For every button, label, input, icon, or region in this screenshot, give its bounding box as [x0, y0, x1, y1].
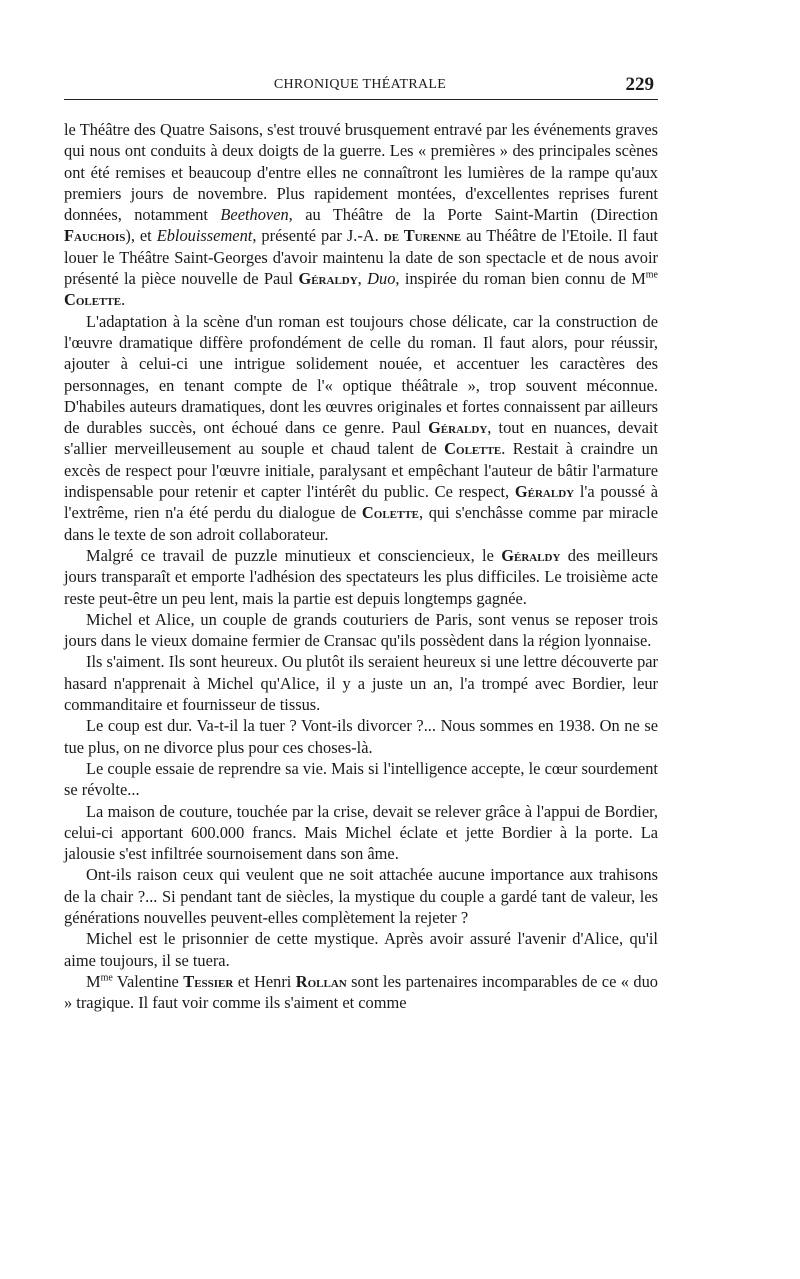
text-run: l'a poussé à l'extrême, rien n'a été perdu du dialogue de [64, 482, 659, 523]
text-run: Le coup est dur. Va-t-il la tuer ? Vont-ils divorcer ?... Nous sommes en 1938. On ne se tue plus, on ne divorce plus pour ces choses-là. [64, 716, 658, 757]
text-run: , [357, 269, 368, 289]
text-run: Ont-ils raison ceux qui veulent que ne soit attachée aucune importance aux trahisons de la chair ?... Si pendant tant de siècles, la mystique du couple a gardé tant de valeur, les générations nouvelles peuvent-elles complètement la rejeter ? [64, 865, 658, 927]
small-caps-name: Rollan [295, 971, 347, 991]
text-run: La maison de couture, touchée par la crise, devait se relever grâce à l'appui de Bordier, celui-ci apportant 600.000 francs. Mais Michel éclate et jette Bordier à la porte. La jalousie s'est infiltrée sournoisement dans son âme. [64, 801, 658, 864]
small-caps-name: Fauchois [64, 226, 126, 246]
small-caps-name: Colette [361, 503, 419, 523]
text-run: Michel et Alice, un couple de grands couturiers de Paris, sont venus se reposer trois jours dans le vieux domaine fermier de Cransac qu'ils possèdent dans la région lyonnaise. [64, 609, 658, 651]
italic-title: Duo [367, 269, 396, 289]
small-caps-name: Colette [444, 439, 502, 459]
text-run: Valentine [112, 971, 184, 991]
text-run: , présenté par J.-A. [252, 226, 384, 246]
small-caps-name: Géraldy [428, 418, 488, 438]
text-run: Michel est le prisonnier de cette mystique. Après avoir assuré l'avenir d'Alice, qu'il aime toujours, il se tuera. [64, 929, 658, 970]
small-caps-name: de Turenne [383, 226, 462, 246]
superscript: me [645, 269, 658, 281]
text-run: , qui s'enchâsse comme par miracle dans le texte de son adroit collaborateur. [64, 503, 658, 544]
text-run: , au Théâtre de la Porte Saint-Martin (Direction [288, 205, 658, 225]
text-run: Malgré ce travail de puzzle minutieux et consciencieux, le [86, 545, 502, 565]
text-run: des meilleurs jours transparaît et emporte l'adhésion des spectateurs les plus difficiles. Le troisième acte reste peut-être un peu lent, mais la partie est depuis longtemps gagnée. [64, 545, 658, 608]
header-rule [64, 99, 658, 100]
running-title: CHRONIQUE THÉATRALE [273, 77, 447, 92]
paragraph [64, 758, 658, 801]
paragraph [64, 715, 658, 758]
italic-title: Beethoven [220, 205, 289, 225]
running-header [64, 74, 656, 98]
paragraph [64, 119, 658, 311]
text-run: ), et [125, 226, 157, 246]
italic-title: Eblouissement [156, 226, 253, 246]
text-run: sont les partenaires incomparables de ce « duo » tragique. Il faut voir comme ils s'aiment et comme [64, 971, 658, 1013]
text-run: Ils s'aiment. Ils sont heureux. Ou plutôt ils seraient heureux si une lettre découverte par hasard n'apprenait à Michel qu'Alice, il y a juste un an, l'a trompé avec Bordier, leur commanditaire et fournisseur de tissus. [64, 652, 658, 715]
article-body [64, 119, 658, 1013]
paragraph [64, 545, 658, 609]
paragraph [64, 864, 658, 928]
paragraph [64, 609, 658, 652]
text-run: Le couple essaie de reprendre sa vie. Mais si l'intelligence accepte, le cœur sourdement se révolte... [64, 758, 658, 800]
superscript: me [100, 972, 113, 984]
small-caps-name: Colette [64, 290, 122, 310]
paragraph [64, 651, 658, 715]
small-caps-name: Tessier [183, 971, 234, 991]
paragraph [64, 928, 658, 971]
text-run: L'adaptation à la scène d'un roman est toujours chose délicate, car la construction de l'œuvre dramatique diffère profondément de celle du roman. Il faut alors, pour réussir, ajouter à celui-ci une intrigue solidement nouée, et accentuer les caractères des personnages, en tenant compte de l'« optique théâtrale », trop souvent méconnue. D'habiles auteurs dramatiques, dont les œuvres originales et fortes connaissent par ailleurs de durables succès, ont échoué dans ce genre. Paul [64, 311, 658, 438]
text-run: , tout en nuances, devait s'allier merveilleusement au souple et chaud talent de [64, 418, 658, 459]
text-run: le Théâtre des Quatre Saisons, s'est trouvé brusquement entravé par les événements graves qui nous ont conduits à deux doigts de la guerre. Les « premières » des principales scènes ont été remises et beaucoup d'entre elles ne connaîtront les lumières de la rampe qu'aux premiers jours de novembre. Plus rapidement montées, d'excellentes reprises furent données, notamment [64, 120, 658, 225]
text-run: au Théâtre de l'Etoile. Il faut louer le Théâtre Saint-Georges d'avoir maintenu la date de son spectacle et de nous avoir présenté la pièce nouvelle de Paul [64, 226, 658, 289]
small-caps-name: Géraldy [514, 482, 575, 502]
paragraph [64, 971, 658, 1014]
text-run: M [86, 971, 101, 991]
text-run: . Restait à craindre un excès de respect pour l'œuvre initiale, paralysant et empêchant l'auteur de bâtir l'armature indispensable pour retenir et capter l'intérêt du public. Ce respect, [64, 439, 658, 502]
text-run: et Henri [233, 971, 296, 991]
small-caps-name: Géraldy [298, 269, 358, 289]
paragraph [64, 311, 658, 545]
text-run: . [121, 290, 126, 310]
paragraph [64, 801, 658, 865]
small-caps-name: Géraldy [501, 545, 561, 565]
page-number: 229 [625, 74, 654, 95]
text-run: , inspirée du roman bien connu de M [395, 269, 646, 289]
